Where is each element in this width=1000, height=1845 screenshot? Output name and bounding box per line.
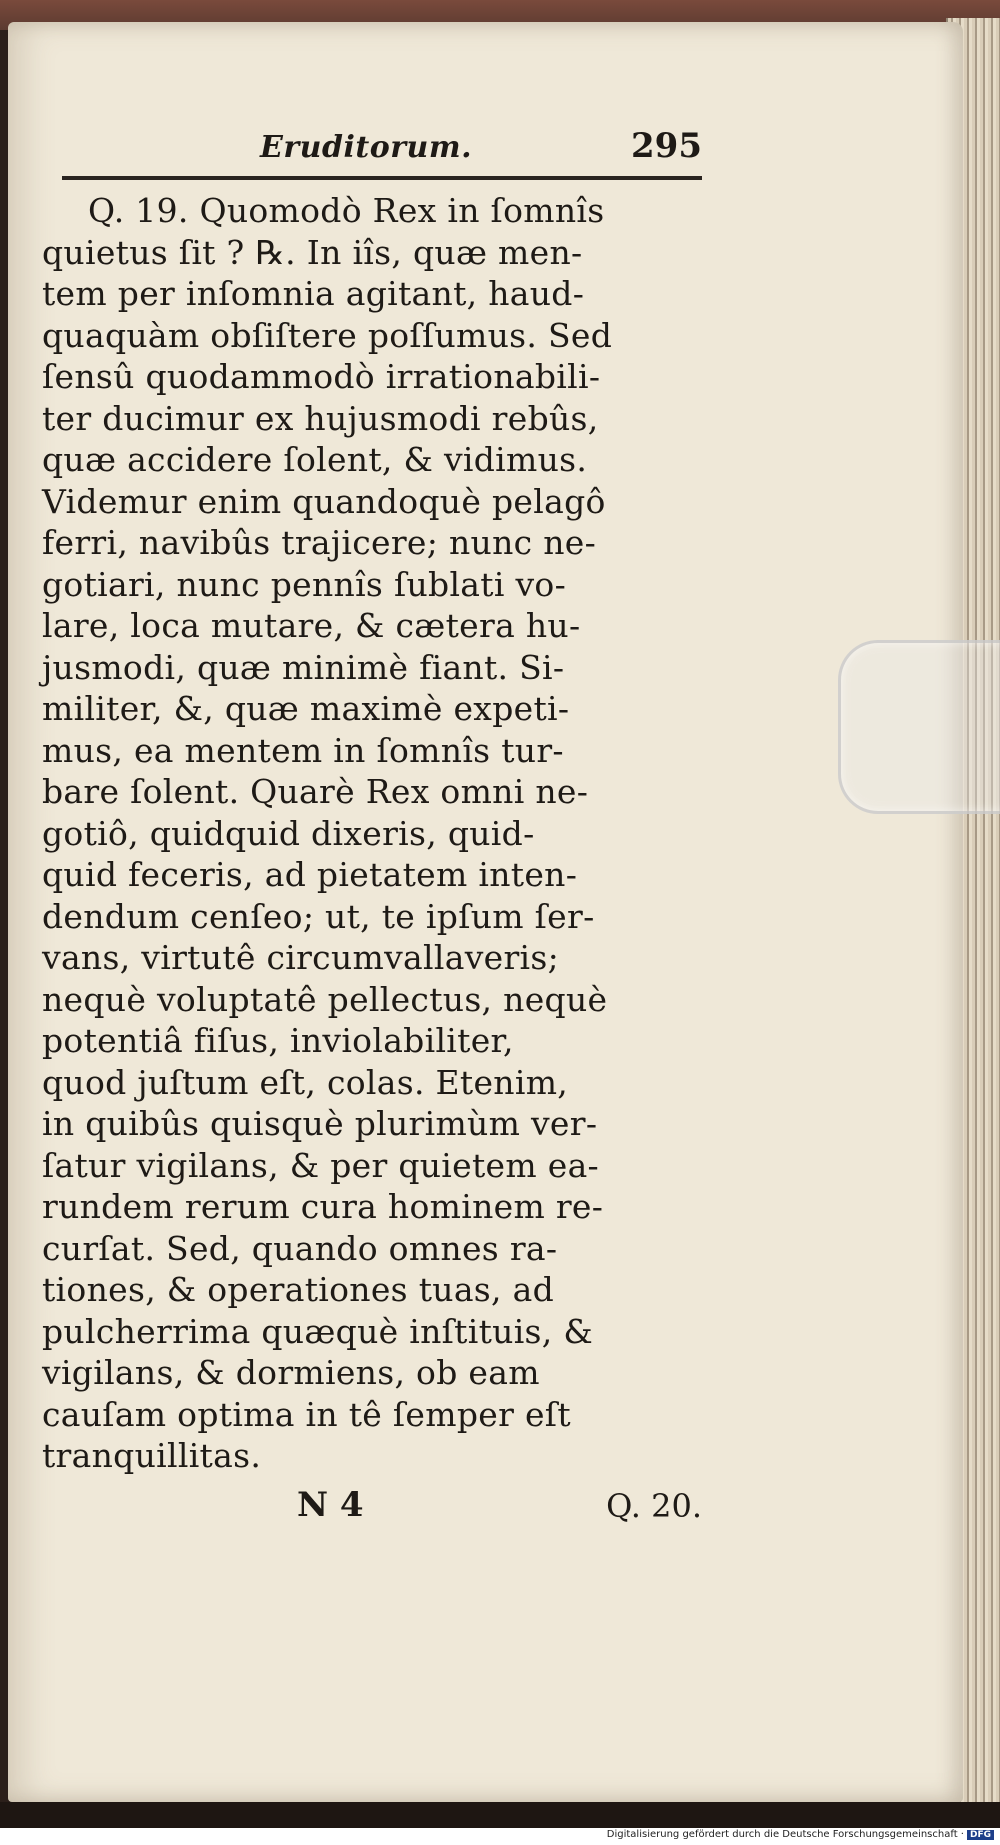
page-number: 295 xyxy=(631,126,702,166)
text-line: mus, ea mentem in ſomnîs tur- xyxy=(42,730,564,770)
dfg-logo: DFG xyxy=(967,1830,994,1840)
text-line: quod juſtum eſt, colas. Etenim, xyxy=(42,1062,569,1102)
digitization-credit xyxy=(607,1829,994,1840)
text-line: quietus ſit ? ℞. In iîs, quæ men- xyxy=(42,232,583,272)
text-line: lare, loca mutare, & cætera hu- xyxy=(42,606,581,645)
signature-mark: N 4 xyxy=(297,1484,364,1525)
text-line: ferri, navibûs trajicere; nunc ne- xyxy=(42,523,597,562)
text-line: ſensû quodammodò irrationabili- xyxy=(42,357,601,396)
text-line: Q. 19. Quomodò Rex in ſomnîs xyxy=(88,191,605,230)
page-clip xyxy=(838,640,1000,814)
text-line: tranquillitas. xyxy=(42,1436,262,1475)
text-line: tiones, & operationes tuas, ad xyxy=(42,1270,555,1309)
page-footer xyxy=(42,1481,702,1531)
catchword: Q. 20. xyxy=(606,1486,702,1525)
text-line: dendum cenſeo; ut, te ipſum ſer- xyxy=(42,896,595,936)
running-head: Eruditorum. xyxy=(260,130,473,165)
text-line: vigilans, & dormiens, ob eam xyxy=(42,1353,540,1392)
text-line: bare ſolent. Quarè Rex omni ne- xyxy=(42,772,589,811)
binding-bottom xyxy=(0,1802,1000,1830)
text-line: gotiari, nunc pennîs ſublati vo- xyxy=(42,564,567,604)
credit-text: Digitalisierung gefördert durch die Deutsche Forschungsgemeinschaft · xyxy=(606,1829,964,1840)
text-block xyxy=(42,120,702,1531)
text-line: cauſam optima in tê ſemper eſt xyxy=(42,1394,571,1434)
text-line: quid feceris, ad pietatem inten- xyxy=(42,855,578,894)
text-line: in quibûs quisquè plurimùm ver- xyxy=(42,1104,598,1143)
text-line: potentiâ fiſus, inviolabiliter, xyxy=(42,1021,514,1060)
text-line: rundem rerum cura hominem re- xyxy=(42,1187,604,1226)
page-header xyxy=(42,120,702,178)
text-line: jusmodi, quæ minimè fiant. Si- xyxy=(42,647,565,687)
text-line: quaquàm obſiſtere poſſumus. Sed xyxy=(42,315,613,355)
text-line: ſatur vigilans, & per quietem ea- xyxy=(42,1145,600,1185)
body-text xyxy=(42,190,702,1477)
text-line: pulcherrima quæquè inſtituis, & xyxy=(42,1311,594,1351)
text-line: tem per inſomnia agitant, haud- xyxy=(42,274,585,313)
text-line: quæ accidere ſolent, & vidimus. xyxy=(42,440,588,479)
text-line: ter ducimur ex hujusmodi rebûs, xyxy=(42,398,599,438)
text-line: Videmur enim quandoquè pelagô xyxy=(42,481,606,521)
header-rule xyxy=(62,176,702,180)
text-line: gotiô, quidquid dixeris, quid- xyxy=(42,813,535,853)
text-line: curſat. Sed, quando omnes ra- xyxy=(42,1228,558,1268)
text-line: vans, virtutê circumvallaveris; xyxy=(42,938,560,977)
text-line: militer, &, quæ maximè expeti- xyxy=(42,689,570,728)
text-line: nequè voluptatê pellectus, nequè xyxy=(42,979,608,1019)
